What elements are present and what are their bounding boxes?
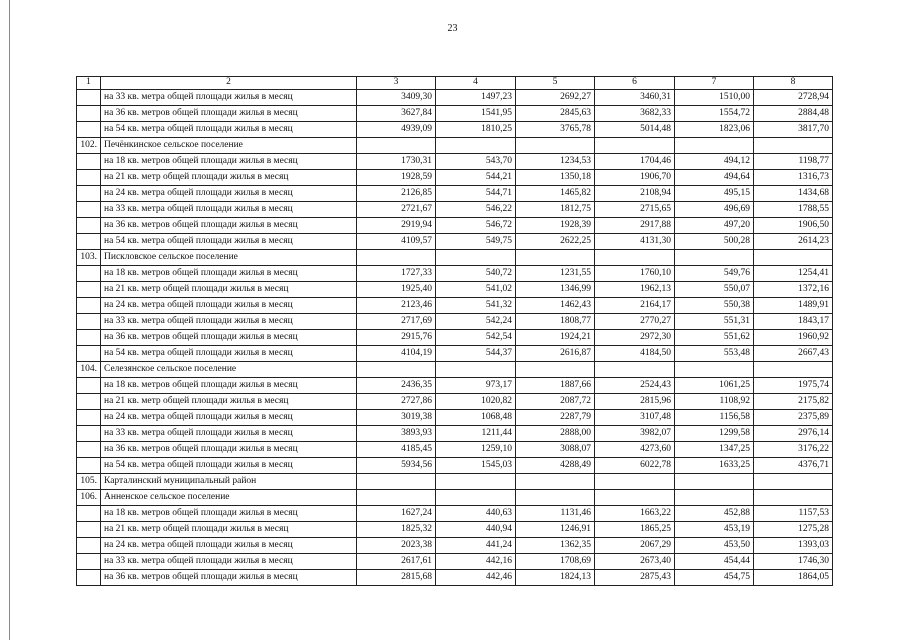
table-row [77,234,833,250]
value-cell [436,250,516,266]
row-index [77,554,101,570]
value-cell: 4104,19 [357,346,436,362]
value-cell: 546,72 [436,218,516,234]
value-cell: 2023,38 [357,538,436,554]
value-cell: 1823,06 [675,122,754,138]
row-label: на 36 кв. метров общей площади жилья в месяц [101,106,357,122]
value-cell: 4288,49 [516,458,595,474]
value-cell: 2617,61 [357,554,436,570]
value-cell: 3019,38 [357,410,436,426]
header-cell: 7 [675,77,754,90]
value-cell: 4939,09 [357,122,436,138]
row-index [77,314,101,330]
value-cell: 1554,72 [675,106,754,122]
header-cell: 1 [77,77,101,90]
value-cell: 1254,41 [754,266,833,282]
value-cell: 1362,35 [516,538,595,554]
value-cell: 2727,86 [357,394,436,410]
value-cell: 442,16 [436,554,516,570]
value-cell: 1865,25 [595,522,675,538]
value-cell: 1960,92 [754,330,833,346]
row-label: на 18 кв. метров общей площади жилья в месяц [101,506,357,522]
value-cell: 1746,30 [754,554,833,570]
value-cell: 495,15 [675,186,754,202]
value-cell [357,490,436,506]
scan-edge-line [9,0,10,640]
row-index: 102. [77,138,101,154]
value-cell: 544,21 [436,170,516,186]
value-cell: 500,28 [675,234,754,250]
value-cell [357,474,436,490]
value-cell [436,138,516,154]
value-cell: 1156,58 [675,410,754,426]
value-cell: 2108,94 [595,186,675,202]
value-cell: 1962,13 [595,282,675,298]
row-index [77,458,101,474]
row-index [77,266,101,282]
value-cell: 1510,00 [675,90,754,106]
value-cell: 1020,82 [436,394,516,410]
row-label: на 24 кв. метра общей площади жилья в месяц [101,298,357,314]
table-row [77,202,833,218]
value-cell: 454,44 [675,554,754,570]
row-index [77,538,101,554]
row-label: на 21 кв. метр общей площади жилья в месяц [101,394,357,410]
value-cell [516,138,595,154]
value-cell: 3627,84 [357,106,436,122]
value-cell: 1346,99 [516,282,595,298]
value-cell: 454,75 [675,570,754,586]
table-row [77,122,833,138]
table-row [77,442,833,458]
table-row [77,474,833,490]
value-cell: 4376,71 [754,458,833,474]
table-row [77,570,833,586]
table-row [77,410,833,426]
row-label: на 18 кв. метров общей площади жилья в месяц [101,266,357,282]
value-cell [675,138,754,154]
value-cell: 973,17 [436,378,516,394]
value-cell: 543,70 [436,154,516,170]
value-cell: 1157,53 [754,506,833,522]
row-label: Анненское сельское поселение [101,490,357,506]
row-index [77,570,101,586]
table-row [77,362,833,378]
value-cell: 542,54 [436,330,516,346]
value-cell: 549,76 [675,266,754,282]
table-row [77,154,833,170]
value-cell: 1211,44 [436,426,516,442]
row-index [77,410,101,426]
page-number: 23 [447,23,458,34]
table-row [77,218,833,234]
row-label: на 24 кв. метра общей площади жилья в месяц [101,410,357,426]
value-cell: 1108,92 [675,394,754,410]
value-cell: 1198,77 [754,154,833,170]
row-label: на 36 кв. метров общей площади жилья в месяц [101,442,357,458]
value-cell: 1347,25 [675,442,754,458]
value-cell: 2614,23 [754,234,833,250]
row-index [77,106,101,122]
row-label: на 36 кв. метров общей площади жилья в месяц [101,218,357,234]
row-index [77,346,101,362]
row-label: Печёнкинское сельское поселение [101,138,357,154]
value-cell: 1808,77 [516,314,595,330]
value-cell [595,490,675,506]
value-cell: 1730,31 [357,154,436,170]
row-label: Писклoвское сельское поселение [101,250,357,266]
value-cell: 494,12 [675,154,754,170]
row-index: 103. [77,250,101,266]
value-cell: 2884,48 [754,106,833,122]
value-cell: 453,19 [675,522,754,538]
table-row [77,298,833,314]
value-cell: 1825,32 [357,522,436,538]
value-cell: 1633,25 [675,458,754,474]
table-row [77,186,833,202]
row-label: на 33 кв. метра общей площади жилья в месяц [101,554,357,570]
value-cell: 2175,82 [754,394,833,410]
value-cell [436,490,516,506]
value-cell: 2728,94 [754,90,833,106]
row-label: на 54 кв. метра общей площади жилья в месяц [101,234,357,250]
row-label: на 21 кв. метр общей площади жилья в месяц [101,170,357,186]
value-cell: 4109,57 [357,234,436,250]
table-row [77,522,833,538]
row-index [77,122,101,138]
value-cell: 1810,25 [436,122,516,138]
table-row [77,538,833,554]
value-cell: 2972,30 [595,330,675,346]
value-cell [516,474,595,490]
value-cell: 2164,17 [595,298,675,314]
value-cell: 4184,50 [595,346,675,362]
value-cell: 2067,29 [595,538,675,554]
value-cell: 540,72 [436,266,516,282]
value-cell: 550,38 [675,298,754,314]
row-label: на 36 кв. метров общей площади жилья в месяц [101,570,357,586]
value-cell: 1864,05 [754,570,833,586]
row-index [77,154,101,170]
value-cell: 1350,18 [516,170,595,186]
value-cell [754,490,833,506]
value-cell: 1393,03 [754,538,833,554]
table-body [77,77,833,586]
table-row [77,346,833,362]
value-cell: 1760,10 [595,266,675,282]
value-cell: 1975,74 [754,378,833,394]
value-cell: 1465,82 [516,186,595,202]
value-cell: 1541,95 [436,106,516,122]
row-label: на 54 кв. метра общей площади жилья в месяц [101,458,357,474]
value-cell [675,250,754,266]
header-cell: 6 [595,77,675,90]
value-cell: 2888,00 [516,426,595,442]
value-cell: 1627,24 [357,506,436,522]
row-index [77,330,101,346]
table-row [77,330,833,346]
value-cell: 546,22 [436,202,516,218]
table-row [77,170,833,186]
value-cell: 1843,17 [754,314,833,330]
value-cell: 2126,85 [357,186,436,202]
header-cell: 2 [101,77,357,90]
value-cell: 2815,96 [595,394,675,410]
tariff-table [76,76,833,586]
value-cell: 1316,73 [754,170,833,186]
value-cell [595,138,675,154]
value-cell [357,138,436,154]
row-index [77,186,101,202]
value-cell: 1489,91 [754,298,833,314]
row-label: на 33 кв. метра общей площади жилья в месяц [101,202,357,218]
value-cell: 2875,43 [595,570,675,586]
value-cell: 1663,22 [595,506,675,522]
value-cell [675,490,754,506]
table-row [77,378,833,394]
value-cell: 1234,53 [516,154,595,170]
row-index [77,234,101,250]
value-cell: 2622,25 [516,234,595,250]
value-cell [516,362,595,378]
row-index [77,426,101,442]
row-index [77,506,101,522]
value-cell: 2436,35 [357,378,436,394]
value-cell: 1068,48 [436,410,516,426]
value-cell: 2715,65 [595,202,675,218]
value-cell: 1727,33 [357,266,436,282]
row-label: на 54 кв. метра общей площади жилья в месяц [101,346,357,362]
value-cell [754,362,833,378]
value-cell: 2087,72 [516,394,595,410]
value-cell: 541,32 [436,298,516,314]
value-cell: 2815,68 [357,570,436,586]
value-cell: 2717,69 [357,314,436,330]
value-cell: 5014,48 [595,122,675,138]
value-cell: 1906,70 [595,170,675,186]
value-cell [436,474,516,490]
value-cell: 1497,23 [436,90,516,106]
value-cell: 3409,30 [357,90,436,106]
table-row [77,106,833,122]
value-cell [595,250,675,266]
value-cell: 2287,79 [516,410,595,426]
value-cell [754,474,833,490]
value-cell [595,362,675,378]
table-row [77,490,833,506]
value-cell [516,490,595,506]
value-cell: 2673,40 [595,554,675,570]
value-cell: 1231,55 [516,266,595,282]
row-index [77,522,101,538]
header-cell: 8 [754,77,833,90]
value-cell: 2123,46 [357,298,436,314]
value-cell [754,250,833,266]
table-row [77,506,833,522]
value-cell: 3088,07 [516,442,595,458]
row-label: Карталинский муниципальный район [101,474,357,490]
value-cell: 3817,70 [754,122,833,138]
value-cell: 3107,48 [595,410,675,426]
row-label: на 21 кв. метр общей площади жилья в месяц [101,522,357,538]
table-row [77,426,833,442]
row-label: на 24 кв. метра общей площади жилья в месяц [101,186,357,202]
value-cell: 1924,21 [516,330,595,346]
header-cell: 3 [357,77,436,90]
table-row [77,250,833,266]
table-row [77,314,833,330]
value-cell: 1434,68 [754,186,833,202]
value-cell: 2524,43 [595,378,675,394]
value-cell: 1259,10 [436,442,516,458]
value-cell: 2915,76 [357,330,436,346]
value-cell: 2721,67 [357,202,436,218]
value-cell: 1372,16 [754,282,833,298]
row-index: 105. [77,474,101,490]
row-index [77,90,101,106]
value-cell: 5934,56 [357,458,436,474]
value-cell: 3982,07 [595,426,675,442]
value-cell: 1299,58 [675,426,754,442]
table-row [77,458,833,474]
value-cell [675,362,754,378]
value-cell: 1131,46 [516,506,595,522]
value-cell: 549,75 [436,234,516,250]
value-cell: 3682,33 [595,106,675,122]
header-cell: 5 [516,77,595,90]
value-cell: 541,02 [436,282,516,298]
value-cell: 1928,59 [357,170,436,186]
value-cell: 3893,93 [357,426,436,442]
value-cell: 2616,87 [516,346,595,362]
value-cell: 1906,50 [754,218,833,234]
value-cell: 2375,89 [754,410,833,426]
value-cell [675,474,754,490]
value-cell: 1925,40 [357,282,436,298]
value-cell: 2692,27 [516,90,595,106]
value-cell [357,362,436,378]
value-cell: 1061,25 [675,378,754,394]
value-cell: 2845,63 [516,106,595,122]
value-cell: 1824,13 [516,570,595,586]
row-index [77,298,101,314]
value-cell: 2667,43 [754,346,833,362]
row-index: 106. [77,490,101,506]
table-row [77,394,833,410]
value-cell: 1928,39 [516,218,595,234]
value-cell: 542,24 [436,314,516,330]
row-label: на 33 кв. метра общей площади жилья в месяц [101,426,357,442]
value-cell: 2917,88 [595,218,675,234]
row-label: на 54 кв. метра общей площади жилья в месяц [101,122,357,138]
value-cell [754,138,833,154]
value-cell: 3176,22 [754,442,833,458]
table-row [77,282,833,298]
value-cell: 1788,55 [754,202,833,218]
header-cell: 4 [436,77,516,90]
value-cell: 496,69 [675,202,754,218]
value-cell: 440,63 [436,506,516,522]
row-index [77,282,101,298]
row-index [77,394,101,410]
value-cell: 1812,75 [516,202,595,218]
row-label: на 24 кв. метра общей площади жилья в месяц [101,538,357,554]
value-cell [436,362,516,378]
value-cell: 6022,78 [595,458,675,474]
row-label: на 36 кв. метров общей площади жилья в месяц [101,330,357,346]
row-index [77,170,101,186]
row-label: на 18 кв. метров общей площади жилья в месяц [101,378,357,394]
value-cell [357,250,436,266]
value-cell: 4131,30 [595,234,675,250]
value-cell: 2976,14 [754,426,833,442]
value-cell: 1462,43 [516,298,595,314]
row-label: на 33 кв. метра общей площади жилья в месяц [101,314,357,330]
row-label: на 18 кв. метров общей площади жилья в месяц [101,154,357,170]
row-index [77,202,101,218]
value-cell: 544,37 [436,346,516,362]
value-cell: 544,71 [436,186,516,202]
value-cell: 442,46 [436,570,516,586]
table-row [77,554,833,570]
value-cell: 1708,69 [516,554,595,570]
value-cell: 3460,31 [595,90,675,106]
value-cell: 551,31 [675,314,754,330]
value-cell: 1246,91 [516,522,595,538]
value-cell: 1275,28 [754,522,833,538]
table-row [77,266,833,282]
row-index [77,378,101,394]
row-label: на 21 кв. метр общей площади жилья в месяц [101,282,357,298]
value-cell: 553,48 [675,346,754,362]
table-row [77,138,833,154]
value-cell: 4185,45 [357,442,436,458]
value-cell: 3765,78 [516,122,595,138]
row-index: 104. [77,362,101,378]
value-cell: 1704,46 [595,154,675,170]
value-cell: 494,64 [675,170,754,186]
value-cell: 440,94 [436,522,516,538]
value-cell: 497,20 [675,218,754,234]
row-index [77,442,101,458]
value-cell: 2919,94 [357,218,436,234]
row-label: Селезянское сельское поселение [101,362,357,378]
value-cell: 452,88 [675,506,754,522]
value-cell: 453,50 [675,538,754,554]
header-row [77,77,833,90]
value-cell: 4273,60 [595,442,675,458]
row-index [77,218,101,234]
value-cell: 441,24 [436,538,516,554]
value-cell: 2770,27 [595,314,675,330]
table-row [77,90,833,106]
value-cell: 550,07 [675,282,754,298]
value-cell: 1545,03 [436,458,516,474]
value-cell [516,250,595,266]
value-cell: 551,62 [675,330,754,346]
value-cell: 1887,66 [516,378,595,394]
value-cell [595,474,675,490]
row-label: на 33 кв. метра общей площади жилья в месяц [101,90,357,106]
